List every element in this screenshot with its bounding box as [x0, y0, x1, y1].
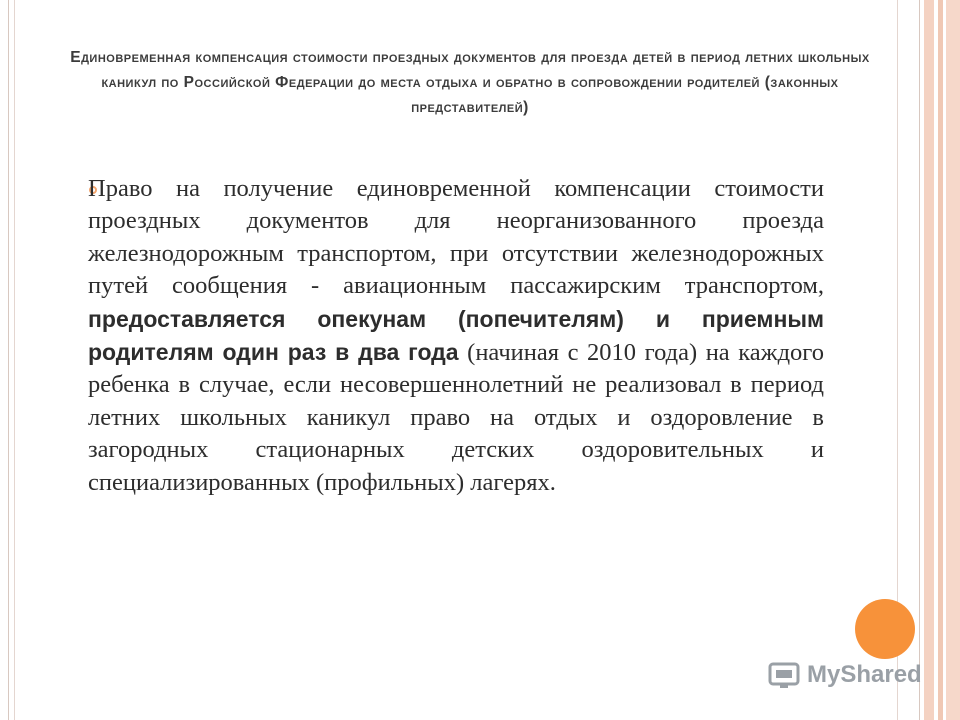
decorative-band: [938, 0, 943, 720]
decorative-band: [946, 0, 960, 720]
slide-title-text: Единовременная компенсация стоимости проездных документов для проезда детей в период летних школьных каникул по Российской Федерации до места отдыха и обратно в сопровождении родителей (законных представителей): [70, 49, 870, 116]
orange-circle-decoration: [855, 599, 915, 659]
slide-title: [60, 45, 880, 120]
myshared-logo-icon: [767, 658, 801, 692]
body-text-part1: Право на получение единовременной компенсации стоимости проездных документов для неорганизованного проезда железнодорожным транспортом, при отсутствии железнодорожных путей сообщения - авиационным пассажирским транспортом,: [88, 175, 824, 300]
myshared-watermark[interactable]: [767, 655, 922, 695]
body-text-bold: предоставляется опекунам (попечителям) и приемным родителям один раз в два года: [88, 305, 824, 366]
decorative-band: [924, 0, 934, 720]
bullet-text: [88, 173, 824, 499]
myshared-logo-text: MyShared: [807, 661, 922, 688]
body-text-part2: (начиная с 2010 года) на каждого ребенка в случае, если несовершеннолетний не реализовал в период летних школьных каникул право на отдых и оздоровление в загородных стационарных детских оздоровительных и специализированных (профильных) лагерях.: [88, 339, 824, 496]
